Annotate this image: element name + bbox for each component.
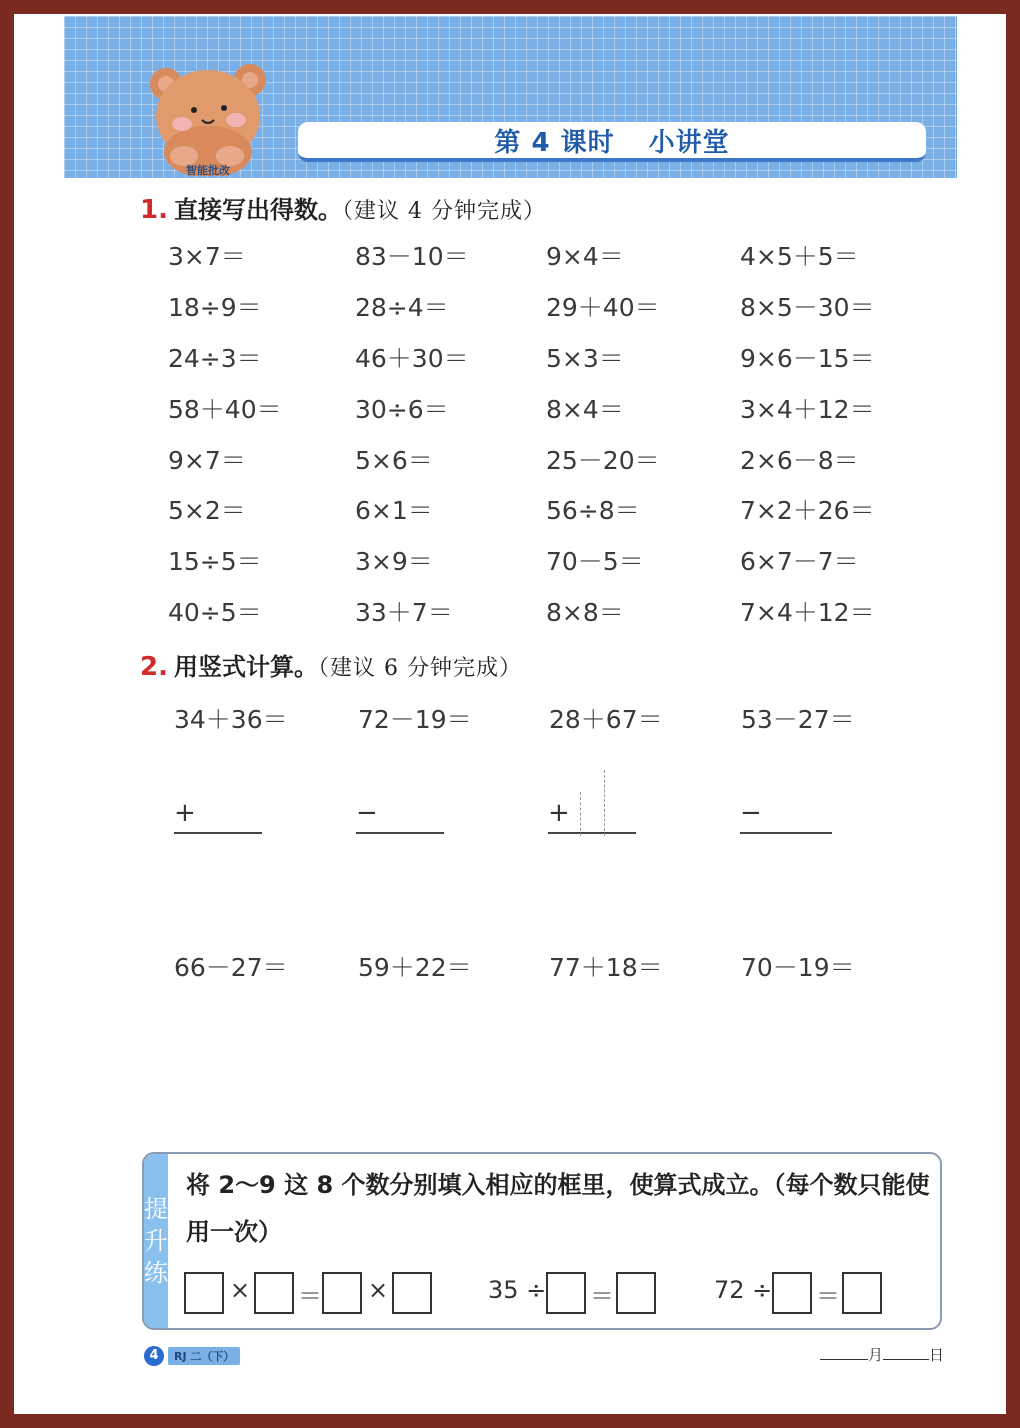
vertical-form-3 — [548, 798, 570, 828]
vertical-form-4 — [740, 798, 762, 828]
practice-instruction: 将 2～9 这 8 个数分别填入相应的框里，使算式成立。（每个数只能使用一次） — [186, 1171, 930, 1246]
vertical-line-4 — [740, 832, 832, 834]
oral-calc-item: 4×5＋5＝ — [740, 242, 859, 271]
oral-calc-item: 18÷9＝ — [168, 292, 262, 322]
oral-calc-item: 7×4＋12＝ — [740, 598, 875, 628]
oral-calc-item: 70－5＝ — [546, 547, 644, 577]
times-sign-2: × — [368, 1276, 389, 1304]
section1-heading: 直接写出得数。 — [173, 196, 342, 224]
worksheet-page — [14, 14, 1006, 1414]
lesson-title-bar — [298, 122, 926, 162]
eq2-prefix: 35 ÷ — [488, 1276, 547, 1304]
vertical-calc-item: 66－27＝ — [174, 953, 288, 982]
oral-calc-item: 9×6－15＝ — [740, 343, 875, 373]
oral-calc-item: 6×7－7＝ — [740, 547, 859, 577]
section2-number: 2. — [140, 652, 168, 682]
times-sign-1: × — [230, 1276, 251, 1304]
vertical-calc-item: 28＋67＝ — [549, 705, 663, 734]
month-label: 月 — [868, 1346, 884, 1364]
vertical-line-3 — [548, 832, 636, 834]
oral-calc-item: 8×5－30＝ — [740, 292, 875, 322]
date-field — [820, 1344, 944, 1365]
oral-calc-item: 28÷4＝ — [355, 292, 449, 322]
page-number: 4 — [144, 1346, 164, 1366]
oral-calc-item: 6×1＝ — [355, 496, 433, 526]
oral-calc-grid — [168, 232, 948, 639]
section1-number: 1. — [140, 195, 168, 225]
section1-hint: （建议 4 分钟完成） — [341, 199, 546, 224]
month-blank[interactable] — [820, 1359, 868, 1360]
answer-box-6[interactable] — [616, 1272, 656, 1314]
oral-calc-item: 83－10＝ — [355, 242, 469, 271]
equals-sign-1: ＝ — [298, 1282, 322, 1310]
vertical-sign-2: − — [356, 798, 378, 828]
section2-hint: （建议 6 分钟完成） — [317, 656, 522, 681]
practice-tab-char-2: 升 — [144, 1227, 168, 1255]
vertical-form-1 — [174, 798, 196, 828]
oral-calc-item: 3×7＝ — [168, 242, 246, 271]
vertical-calc-item: 34＋36＝ — [174, 705, 288, 734]
oral-calc-item: 3×4＋12＝ — [740, 394, 875, 424]
oral-calc-item: 5×2＝ — [168, 496, 246, 526]
mascot-caption: 智能批改 — [186, 164, 230, 177]
vertical-calc-item: 77＋18＝ — [549, 953, 663, 982]
vertical-calc-item: 72－19＝ — [358, 705, 472, 734]
answer-box-7[interactable] — [772, 1272, 812, 1314]
vertical-form-2 — [356, 798, 378, 828]
practice-tab — [144, 1154, 168, 1328]
oral-calc-item: 30÷6＝ — [355, 394, 449, 424]
day-label: 日 — [929, 1346, 945, 1364]
answer-box-8[interactable] — [842, 1272, 882, 1314]
section2-heading: 用竖式计算。 — [173, 653, 318, 681]
answer-box-4[interactable] — [392, 1272, 432, 1314]
header-banner — [64, 16, 957, 178]
oral-calc-item: 58＋40＝ — [168, 394, 282, 424]
section2-title — [140, 647, 522, 682]
answer-box-3[interactable] — [322, 1272, 362, 1314]
oral-calc-item: 8×4＝ — [546, 394, 624, 424]
oral-calc-item: 5×3＝ — [546, 343, 624, 373]
oral-calc-item: 40÷5＝ — [168, 598, 262, 628]
oral-calc-item: 46＋30＝ — [355, 343, 469, 373]
vertical-guide-dash-1 — [580, 792, 581, 836]
vertical-sign-4: − — [740, 798, 762, 828]
equals-sign-2: ＝ — [590, 1282, 614, 1310]
answer-box-1[interactable] — [184, 1272, 224, 1314]
practice-tab-char-3: 练 — [144, 1259, 168, 1287]
vertical-line-1 — [174, 832, 262, 834]
lesson-number: 第 4 课时 — [494, 127, 615, 158]
day-blank[interactable] — [883, 1359, 929, 1360]
footer-badge — [144, 1346, 240, 1366]
practice-equations — [184, 1272, 934, 1314]
oral-calc-item: 8×8＝ — [546, 598, 624, 628]
vertical-calc-row-2 — [174, 948, 954, 984]
practice-tab-char-1: 提 — [144, 1195, 168, 1223]
answer-box-2[interactable] — [254, 1272, 294, 1314]
oral-calc-item: 9×7＝ — [168, 445, 246, 475]
vertical-guide-dash-2 — [604, 770, 605, 836]
oral-calc-item: 5×6＝ — [355, 445, 433, 475]
practice-box — [142, 1152, 942, 1330]
oral-calc-item: 3×9＝ — [355, 547, 433, 577]
oral-calc-item: 33＋7＝ — [355, 598, 453, 628]
oral-calc-item: 9×4＝ — [546, 242, 624, 271]
bear-mascot-icon — [144, 56, 274, 176]
oral-calc-item: 24÷3＝ — [168, 343, 262, 373]
oral-calc-item: 25－20＝ — [546, 445, 660, 475]
vertical-calc-row-1 — [174, 700, 954, 736]
vertical-sign-1: + — [174, 798, 196, 828]
oral-calc-item: 2×6－8＝ — [740, 445, 859, 475]
vertical-calc-item: 59＋22＝ — [358, 953, 472, 982]
equals-sign-3: ＝ — [816, 1282, 840, 1310]
oral-calc-item: 56÷8＝ — [546, 496, 640, 526]
oral-calc-item: 7×2＋26＝ — [740, 496, 875, 526]
vertical-calc-item: 53－27＝ — [741, 705, 855, 734]
lesson-name: 小讲堂 — [648, 127, 730, 158]
answer-box-5[interactable] — [546, 1272, 586, 1314]
grade-label: RJ 二（下） — [168, 1347, 240, 1365]
oral-calc-item: 15÷5＝ — [168, 547, 262, 577]
oral-calc-item: 29＋40＝ — [546, 292, 660, 322]
vertical-sign-3: + — [548, 798, 570, 828]
vertical-line-2 — [356, 832, 444, 834]
vertical-calc-item: 70－19＝ — [741, 953, 855, 982]
eq3-prefix: 72 ÷ — [714, 1276, 773, 1304]
section1-title — [140, 190, 546, 225]
